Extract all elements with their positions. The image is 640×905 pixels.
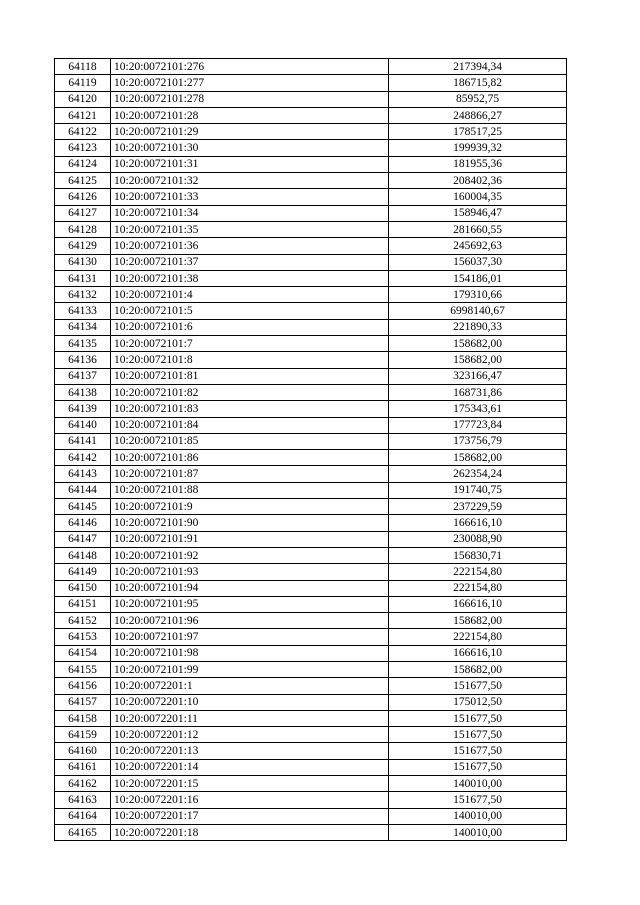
table-row [55, 450, 567, 466]
value-cell: 158682,00 [389, 661, 567, 677]
value-cell: 140010,00 [389, 824, 567, 840]
cadastral-number-cell: 10:20:0072101:34 [111, 205, 389, 221]
cadastral-number-cell: 10:20:0072101:99 [111, 661, 389, 677]
cadastral-number-cell: 10:20:0072101:84 [111, 417, 389, 433]
value-cell: 230088,90 [389, 531, 567, 547]
value-cell: 237229,59 [389, 499, 567, 515]
row-number-cell: 64145 [55, 499, 111, 515]
document-table-container [54, 58, 567, 841]
table-row [55, 547, 567, 563]
table-row [55, 189, 567, 205]
cadastral-number-cell: 10:20:0072101:95 [111, 596, 389, 612]
cadastral-number-cell: 10:20:0072101:97 [111, 629, 389, 645]
row-number-cell: 64128 [55, 221, 111, 237]
cadastral-number-cell: 10:20:0072101:38 [111, 270, 389, 286]
row-number-cell: 64159 [55, 727, 111, 743]
row-number-cell: 64139 [55, 401, 111, 417]
table-row [55, 499, 567, 515]
row-number-cell: 64152 [55, 613, 111, 629]
cadastral-number-cell: 10:20:0072101:276 [111, 59, 389, 75]
table-row [55, 824, 567, 840]
value-cell: 248866,27 [389, 107, 567, 123]
cadastral-number-cell: 10:20:0072201:1 [111, 678, 389, 694]
cadastral-number-cell: 10:20:0072101:85 [111, 433, 389, 449]
row-number-cell: 64155 [55, 661, 111, 677]
value-cell: 173756,79 [389, 433, 567, 449]
row-number-cell: 64161 [55, 759, 111, 775]
table-row [55, 352, 567, 368]
row-number-cell: 64160 [55, 743, 111, 759]
row-number-cell: 64144 [55, 482, 111, 498]
value-cell: 181955,36 [389, 156, 567, 172]
row-number-cell: 64124 [55, 156, 111, 172]
table-row [55, 776, 567, 792]
cadastral-number-cell: 10:20:0072101:32 [111, 173, 389, 189]
row-number-cell: 64158 [55, 710, 111, 726]
table-row [55, 59, 567, 75]
row-number-cell: 64148 [55, 547, 111, 563]
cadastral-number-cell: 10:20:0072201:14 [111, 759, 389, 775]
cadastral-number-cell: 10:20:0072101:31 [111, 156, 389, 172]
value-cell: 281660,55 [389, 221, 567, 237]
table-row [55, 417, 567, 433]
row-number-cell: 64141 [55, 433, 111, 449]
value-cell: 85952,75 [389, 91, 567, 107]
row-number-cell: 64153 [55, 629, 111, 645]
row-number-cell: 64165 [55, 824, 111, 840]
row-number-cell: 64137 [55, 368, 111, 384]
table-row [55, 466, 567, 482]
cadastral-number-cell: 10:20:0072101:33 [111, 189, 389, 205]
cadastral-number-cell: 10:20:0072101:83 [111, 401, 389, 417]
cadastral-number-cell: 10:20:0072101:36 [111, 238, 389, 254]
value-cell: 156037,30 [389, 254, 567, 270]
row-number-cell: 64154 [55, 645, 111, 661]
value-cell: 166616,10 [389, 645, 567, 661]
table-row [55, 336, 567, 352]
row-number-cell: 64151 [55, 596, 111, 612]
cadastral-number-cell: 10:20:0072101:8 [111, 352, 389, 368]
cadastral-number-cell: 10:20:0072101:94 [111, 580, 389, 596]
row-number-cell: 64121 [55, 107, 111, 123]
cadastral-number-cell: 10:20:0072201:18 [111, 824, 389, 840]
cadastral-number-cell: 10:20:0072101:7 [111, 336, 389, 352]
table-row [55, 678, 567, 694]
cadastral-number-cell: 10:20:0072101:28 [111, 107, 389, 123]
cadastral-number-cell: 10:20:0072201:13 [111, 743, 389, 759]
row-number-cell: 64164 [55, 808, 111, 824]
table-row [55, 384, 567, 400]
row-number-cell: 64149 [55, 564, 111, 580]
table-row [55, 694, 567, 710]
table-row [55, 792, 567, 808]
table-row [55, 303, 567, 319]
row-number-cell: 64125 [55, 173, 111, 189]
table-row [55, 91, 567, 107]
row-number-cell: 64147 [55, 531, 111, 547]
row-number-cell: 64123 [55, 140, 111, 156]
table-body [55, 59, 567, 841]
row-number-cell: 64118 [55, 59, 111, 75]
value-cell: 154186,01 [389, 270, 567, 286]
table-row [55, 173, 567, 189]
table-row [55, 287, 567, 303]
value-cell: 199939,32 [389, 140, 567, 156]
row-number-cell: 64156 [55, 678, 111, 694]
row-number-cell: 64136 [55, 352, 111, 368]
cadastral-number-cell: 10:20:0072101:91 [111, 531, 389, 547]
value-cell: 158682,00 [389, 613, 567, 629]
table-row [55, 531, 567, 547]
row-number-cell: 64131 [55, 270, 111, 286]
table-row [55, 433, 567, 449]
value-cell: 158682,00 [389, 450, 567, 466]
cadastral-number-cell: 10:20:0072101:29 [111, 124, 389, 140]
row-number-cell: 64162 [55, 776, 111, 792]
row-number-cell: 64133 [55, 303, 111, 319]
table-row [55, 238, 567, 254]
row-number-cell: 64129 [55, 238, 111, 254]
table-row [55, 75, 567, 91]
value-cell: 323166,47 [389, 368, 567, 384]
cadastral-number-cell: 10:20:0072201:12 [111, 727, 389, 743]
value-cell: 175343,61 [389, 401, 567, 417]
cadastral-number-cell: 10:20:0072101:6 [111, 319, 389, 335]
cadastral-number-cell: 10:20:0072101:88 [111, 482, 389, 498]
table-row [55, 205, 567, 221]
cadastral-number-cell: 10:20:0072201:15 [111, 776, 389, 792]
value-cell: 178517,25 [389, 124, 567, 140]
cadastral-number-cell: 10:20:0072101:9 [111, 499, 389, 515]
cadastral-number-cell: 10:20:0072101:35 [111, 221, 389, 237]
table-row [55, 401, 567, 417]
value-cell: 151677,50 [389, 678, 567, 694]
value-cell: 158682,00 [389, 352, 567, 368]
value-cell: 208402,36 [389, 173, 567, 189]
cadastral-number-cell: 10:20:0072101:86 [111, 450, 389, 466]
row-number-cell: 64119 [55, 75, 111, 91]
value-cell: 168731,86 [389, 384, 567, 400]
cadastral-number-cell: 10:20:0072101:37 [111, 254, 389, 270]
value-cell: 191740,75 [389, 482, 567, 498]
table-row [55, 613, 567, 629]
cadastral-number-cell: 10:20:0072101:30 [111, 140, 389, 156]
row-number-cell: 64122 [55, 124, 111, 140]
value-cell: 166616,10 [389, 596, 567, 612]
value-cell: 151677,50 [389, 710, 567, 726]
table-row [55, 156, 567, 172]
table-row [55, 482, 567, 498]
value-cell: 166616,10 [389, 515, 567, 531]
table-row [55, 107, 567, 123]
table-row [55, 629, 567, 645]
value-cell: 151677,50 [389, 792, 567, 808]
value-cell: 151677,50 [389, 743, 567, 759]
row-number-cell: 64138 [55, 384, 111, 400]
value-cell: 177723,84 [389, 417, 567, 433]
value-cell: 222154,80 [389, 580, 567, 596]
table-row [55, 759, 567, 775]
row-number-cell: 64120 [55, 91, 111, 107]
value-cell: 6998140,67 [389, 303, 567, 319]
row-number-cell: 64142 [55, 450, 111, 466]
table-row [55, 743, 567, 759]
value-cell: 156830,71 [389, 547, 567, 563]
cadastral-number-cell: 10:20:0072101:96 [111, 613, 389, 629]
value-cell: 217394,34 [389, 59, 567, 75]
cadastral-number-cell: 10:20:0072101:278 [111, 91, 389, 107]
row-number-cell: 64150 [55, 580, 111, 596]
cadastral-number-cell: 10:20:0072101:82 [111, 384, 389, 400]
row-number-cell: 64163 [55, 792, 111, 808]
cadastral-number-cell: 10:20:0072101:87 [111, 466, 389, 482]
value-cell: 222154,80 [389, 629, 567, 645]
table-row [55, 270, 567, 286]
cadastral-value-table [54, 58, 567, 841]
table-row [55, 124, 567, 140]
cadastral-number-cell: 10:20:0072101:277 [111, 75, 389, 91]
row-number-cell: 64132 [55, 287, 111, 303]
row-number-cell: 64146 [55, 515, 111, 531]
table-row [55, 368, 567, 384]
value-cell: 151677,50 [389, 759, 567, 775]
table-row [55, 140, 567, 156]
table-row [55, 580, 567, 596]
row-number-cell: 64143 [55, 466, 111, 482]
cadastral-number-cell: 10:20:0072101:5 [111, 303, 389, 319]
row-number-cell: 64126 [55, 189, 111, 205]
value-cell: 160004,35 [389, 189, 567, 205]
value-cell: 222154,80 [389, 564, 567, 580]
table-row [55, 221, 567, 237]
table-row [55, 596, 567, 612]
value-cell: 158682,00 [389, 336, 567, 352]
table-row [55, 727, 567, 743]
cadastral-number-cell: 10:20:0072201:16 [111, 792, 389, 808]
value-cell: 221890,33 [389, 319, 567, 335]
cadastral-number-cell: 10:20:0072101:98 [111, 645, 389, 661]
value-cell: 140010,00 [389, 776, 567, 792]
value-cell: 179310,66 [389, 287, 567, 303]
row-number-cell: 64157 [55, 694, 111, 710]
cadastral-number-cell: 10:20:0072201:17 [111, 808, 389, 824]
row-number-cell: 64130 [55, 254, 111, 270]
table-row [55, 254, 567, 270]
cadastral-number-cell: 10:20:0072101:4 [111, 287, 389, 303]
value-cell: 245692,63 [389, 238, 567, 254]
value-cell: 175012,50 [389, 694, 567, 710]
value-cell: 262354,24 [389, 466, 567, 482]
row-number-cell: 64134 [55, 319, 111, 335]
value-cell: 140010,00 [389, 808, 567, 824]
cadastral-number-cell: 10:20:0072201:10 [111, 694, 389, 710]
value-cell: 151677,50 [389, 727, 567, 743]
cadastral-number-cell: 10:20:0072101:90 [111, 515, 389, 531]
cadastral-number-cell: 10:20:0072101:81 [111, 368, 389, 384]
table-row [55, 319, 567, 335]
cadastral-number-cell: 10:20:0072101:92 [111, 547, 389, 563]
row-number-cell: 64127 [55, 205, 111, 221]
table-row [55, 808, 567, 824]
cadastral-number-cell: 10:20:0072201:11 [111, 710, 389, 726]
table-row [55, 645, 567, 661]
table-row [55, 710, 567, 726]
row-number-cell: 64135 [55, 336, 111, 352]
table-row [55, 564, 567, 580]
value-cell: 158946,47 [389, 205, 567, 221]
cadastral-number-cell: 10:20:0072101:93 [111, 564, 389, 580]
table-row [55, 515, 567, 531]
value-cell: 186715,82 [389, 75, 567, 91]
table-row [55, 661, 567, 677]
row-number-cell: 64140 [55, 417, 111, 433]
